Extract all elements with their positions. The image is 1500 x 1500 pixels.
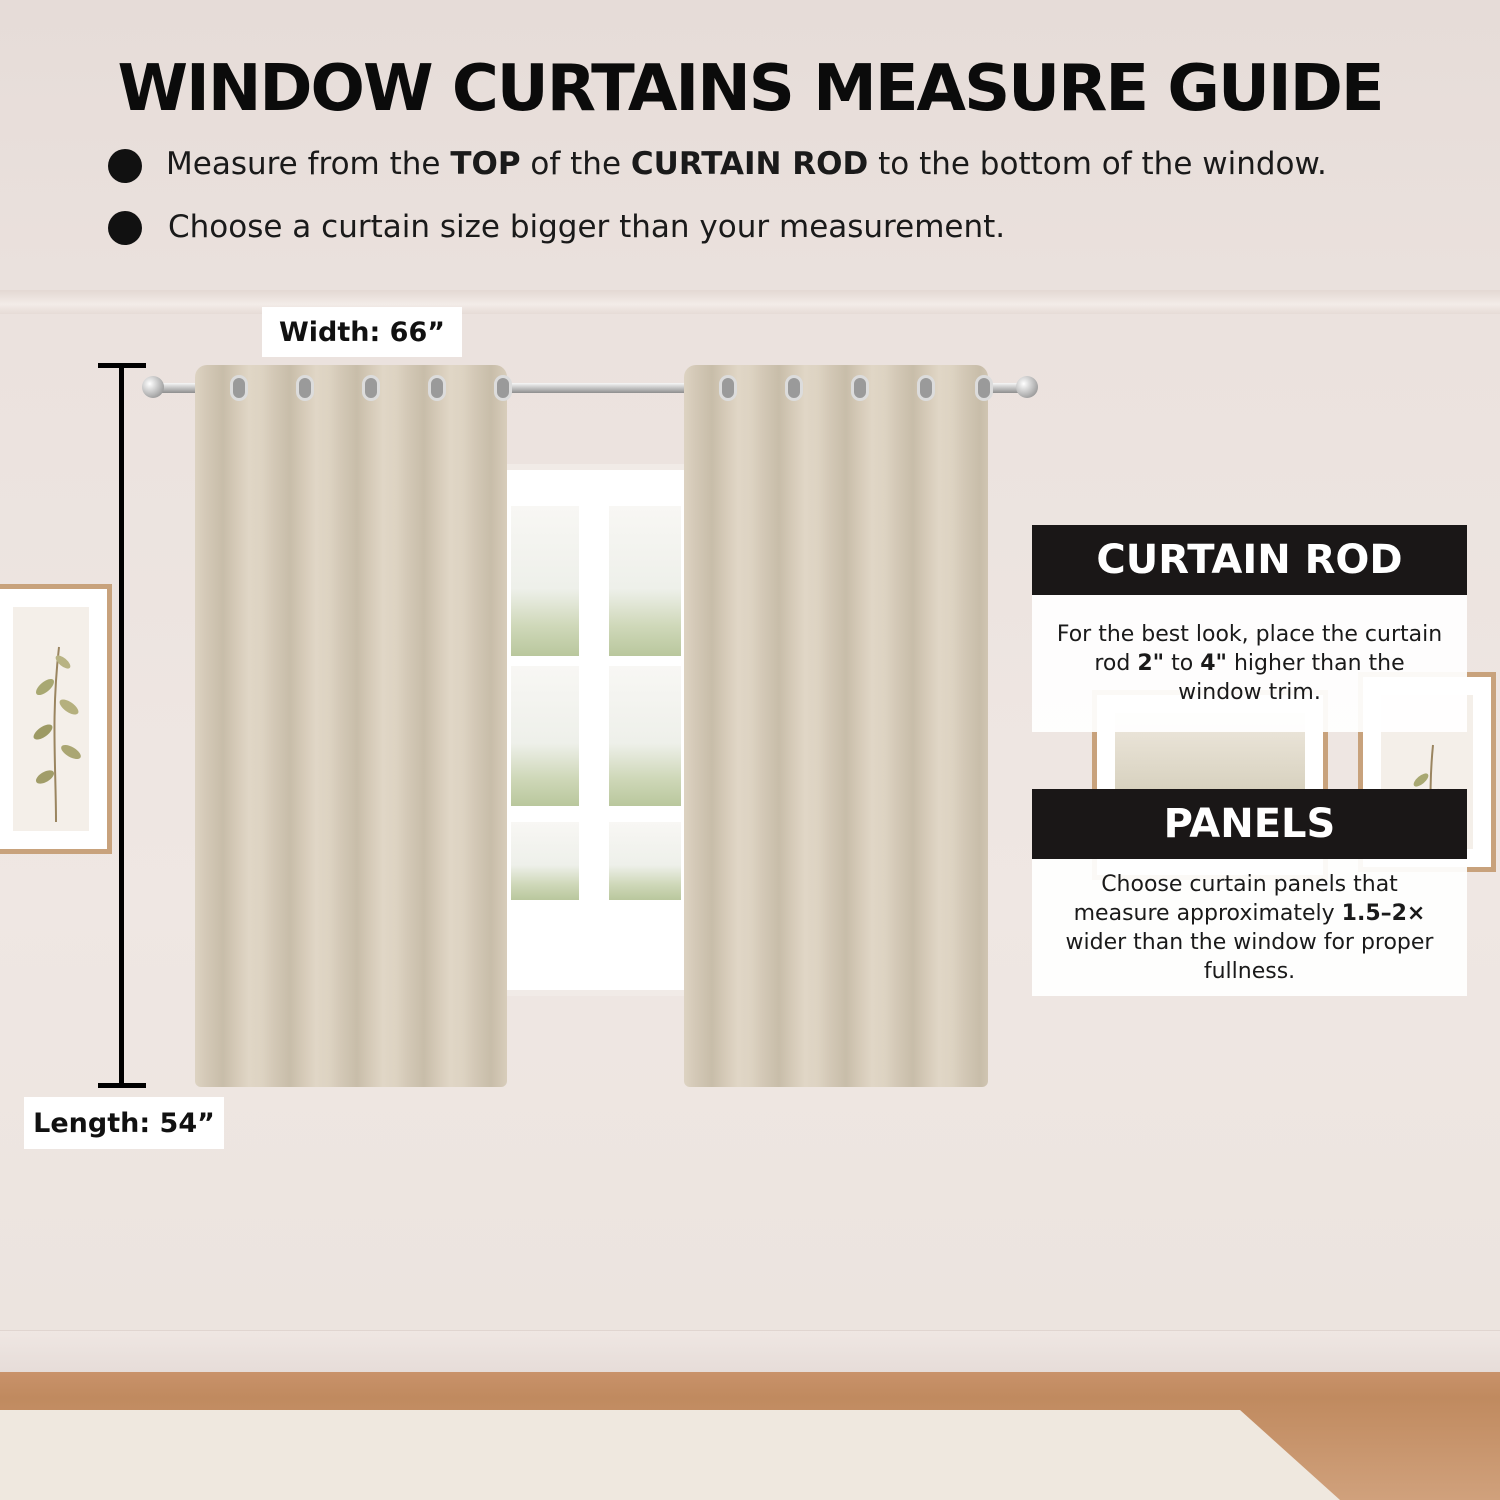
leaf-branch-icon [21,627,91,827]
card-bold-2in: 2" [1137,651,1165,676]
grommet [296,375,314,401]
length-measure-line [119,366,124,1086]
bullet-dot-icon [108,211,142,245]
rod-finial-left [142,376,164,398]
bullet-text-part: to the bottom of the window. [868,146,1327,182]
window-pane [609,506,681,656]
window-pane [609,822,681,900]
bullet-measure [166,146,1327,182]
window-pane [511,822,579,900]
curtain-rod-card-text [1050,620,1449,707]
curtain-panel-right [684,365,988,1087]
framed-art-left [0,584,112,854]
curtain-rod-card-body [1032,595,1467,732]
card-text-part: For the best look, place the curtain rod [1056,622,1443,676]
grommet [428,375,446,401]
bullet-bold-rod: CURTAIN ROD [630,146,869,182]
window-pane [511,506,579,656]
grommet [230,375,248,401]
card-text-part: higher than the window trim. [1178,651,1405,705]
card-text-part: Choose curtain panels that measure approximately [1073,871,1398,926]
curtain-panel-left [195,365,507,1087]
bullet-choose-size: Choose a curtain size bigger than your measurement. [168,209,1006,245]
panels-card-body [1032,859,1467,996]
panels-card-text [1050,870,1449,986]
grommet [362,375,380,401]
crown-molding [0,290,1500,314]
card-bold-ratio: 1.5–2× [1341,900,1426,926]
panels-card-title: PANELS [1032,789,1467,859]
rod-finial-right [1016,376,1038,398]
bullet-bold-top: TOP [450,146,521,182]
grommet [975,375,993,401]
grommet [917,375,935,401]
bullet-text-part: of the [520,146,631,182]
grommet [494,375,512,401]
art-canvas [13,607,89,831]
rug [0,1410,1340,1500]
window [505,470,685,990]
width-label: Width: 66” [262,307,462,357]
window-pane [609,666,681,806]
grommet [851,375,869,401]
grommet [719,375,737,401]
card-bold-4in: 4" [1200,651,1227,676]
card-text-part: to [1164,651,1201,676]
grommet [785,375,803,401]
card-text-part: wider than the window for proper fullness. [1065,929,1434,984]
window-pane [511,666,579,806]
length-line-bottom-cap [98,1083,146,1088]
baseboard [0,1330,1500,1373]
length-label: Length: 54” [24,1097,224,1149]
page-title: WINDOW CURTAINS MEASURE GUIDE [117,52,1383,126]
curtain-rod-card-title: CURTAIN ROD [1032,525,1467,595]
bullet-dot-icon [108,149,142,183]
bullet-text-part: Measure from the [166,146,451,182]
